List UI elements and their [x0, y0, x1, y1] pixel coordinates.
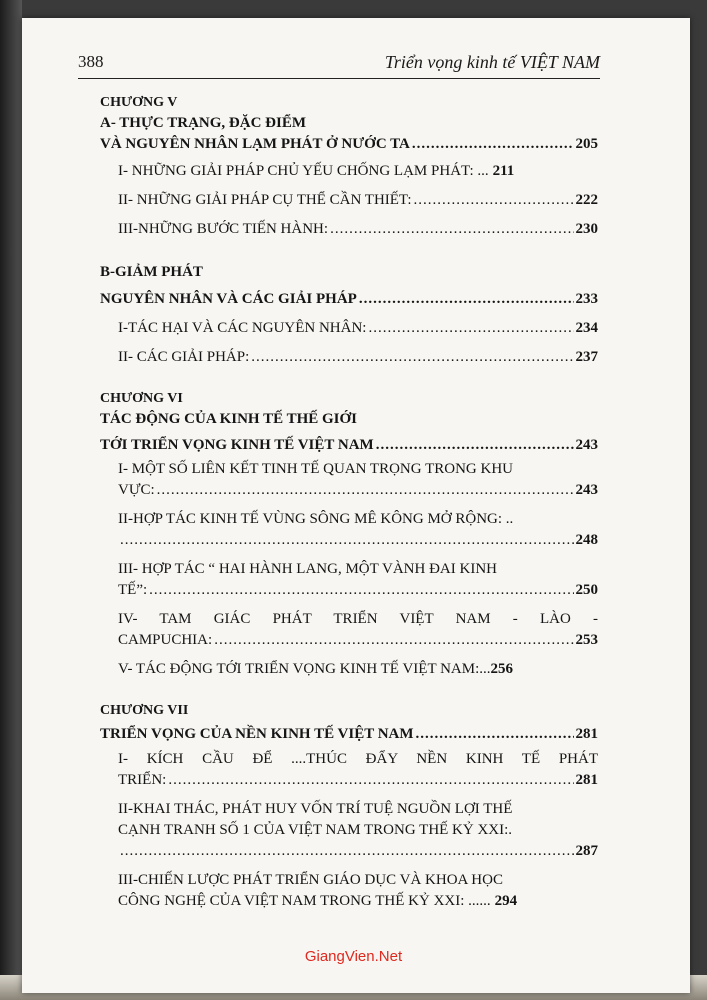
- toc-entry: [118, 659, 598, 680]
- entry-text: II-KHAI THÁC, PHÁT HUY VỐN TRÍ TUỆ NGUỒN LỢI THẾ: [118, 801, 513, 817]
- entry-text: CÔNG NGHỆ CỦA VIỆT NAM TRONG THẾ KỶ XXI: ......: [118, 893, 491, 909]
- dot-leader: [368, 318, 573, 339]
- table-of-contents: [100, 92, 598, 912]
- toc-entry: [118, 841, 598, 862]
- entry-text: II- CÁC GIẢI PHÁP:: [118, 349, 250, 365]
- dot-leader: [251, 347, 573, 368]
- dot-leader: [120, 841, 574, 862]
- dot-leader: [214, 630, 573, 651]
- entry-text: CẠNH TRANH SỐ 1 CỦA VIỆT NAM TRONG THẾ KỶ XXI:.: [118, 822, 513, 838]
- entry-page: 222: [575, 192, 598, 208]
- entry-page: 294: [494, 893, 518, 909]
- entry-text: IV- TAM GIÁC PHÁT TRIỂN VIỆT NAM - LÀO -: [118, 611, 598, 627]
- entry-text: VỰC:: [118, 482, 155, 498]
- running-title: Triển vọng kinh tế VIỆT NAM: [384, 52, 600, 72]
- entry-page: 253: [575, 632, 598, 648]
- entry-page: 243: [575, 437, 598, 453]
- dot-leader: [412, 134, 574, 155]
- entry-text: III-NHỮNG BƯỚC TIẾN HÀNH:: [118, 221, 329, 237]
- entry-text: V- TÁC ĐỘNG TỚI TRIỂN VỌNG KINH TẾ VIỆT NAM:...: [118, 661, 491, 677]
- entry-text: II- NHỮNG GIẢI PHÁP CỤ THỂ CẦN THIẾT:: [118, 192, 412, 208]
- toc-entry: [118, 630, 598, 651]
- entry-text: VÀ NGUYÊN NHÂN LẠM PHÁT Ở NƯỚC TA: [100, 136, 410, 152]
- entry-text: I-TÁC HẠI VÀ CÁC NGUYÊN NHÂN:: [118, 320, 367, 336]
- watermark: GiangVien.Net: [304, 948, 403, 965]
- entry-page: 205: [575, 136, 598, 152]
- entry-page: 248: [575, 532, 598, 548]
- toc-entry: [100, 134, 598, 155]
- toc-entry: [118, 219, 598, 240]
- entry-page: 234: [575, 320, 598, 336]
- book-spine-shadow: [0, 0, 22, 1000]
- dot-leader: [330, 219, 573, 240]
- entry-page: 256: [490, 661, 514, 677]
- entry-text: III-CHIẾN LƯỢC PHÁT TRIỂN GIÁO DỤC VÀ KHOA HỌC: [118, 872, 503, 888]
- entry-page: 243: [575, 482, 598, 498]
- section-title: B-GIẢM PHÁT: [100, 264, 203, 280]
- dot-leader: [120, 530, 574, 551]
- entry-text: I- NHỮNG GIẢI PHÁP CHỦ YẾU CHỐNG LẠM PHÁT: ...: [118, 163, 489, 179]
- entry-text: III- HỢP TÁC “ HAI HÀNH LANG, MỘT VÀNH ĐAI KINH: [118, 561, 497, 577]
- section-title: A- THỰC TRẠNG, ĐẶC ĐIỂM: [100, 115, 306, 131]
- toc-entry: [118, 318, 598, 339]
- entry-text: NGUYÊN NHÂN VÀ CÁC GIẢI PHÁP: [100, 291, 357, 307]
- toc-entry: [118, 891, 598, 912]
- dot-leader: [168, 770, 573, 791]
- toc-entry: [118, 190, 598, 211]
- entry-page: 233: [575, 291, 598, 307]
- entry-text: II-HỢP TÁC KINH TẾ VÙNG SÔNG MÊ KÔNG MỞ RỘNG: ..: [118, 511, 514, 527]
- dot-leader: [359, 289, 574, 310]
- entry-page: 211: [492, 163, 515, 179]
- page-number: 388: [78, 52, 104, 71]
- entry-page: 281: [575, 772, 598, 788]
- toc-entry: [118, 347, 598, 368]
- dot-leader: [149, 580, 573, 601]
- entry-text: I- MỘT SỐ LIÊN KẾT TINH TẾ QUAN TRỌNG TRONG KHU: [118, 461, 513, 477]
- toc-entry: [100, 289, 598, 310]
- chapter-label: CHƯƠNG VII: [100, 703, 189, 718]
- entry-page: 287: [575, 843, 598, 859]
- entry-text: CAMPUCHIA:: [118, 632, 213, 648]
- entry-text: TẾ”:: [118, 582, 148, 598]
- dot-leader: [157, 480, 574, 501]
- dot-leader: [376, 435, 574, 456]
- dot-leader: [414, 190, 574, 211]
- toc-entry: [118, 580, 598, 601]
- page-header: [78, 50, 600, 79]
- dot-leader: [416, 724, 574, 745]
- entry-text: TRIỂN VỌNG CỦA NỀN KINH TẾ VIỆT NAM: [100, 726, 414, 742]
- entry-page: 230: [575, 221, 598, 237]
- toc-entry: [118, 770, 598, 791]
- toc-entry: [118, 480, 598, 501]
- toc-entry: [118, 530, 598, 551]
- toc-entry: [118, 161, 598, 182]
- chapter-label: CHƯƠNG VI: [100, 391, 183, 406]
- section-title: TÁC ĐỘNG CỦA KINH TẾ THẾ GIỚI: [100, 411, 357, 427]
- toc-entry: [100, 435, 598, 456]
- entry-page: 250: [575, 582, 598, 598]
- entry-text: TỚI TRIỂN VỌNG KINH TẾ VIỆT NAM: [100, 437, 374, 453]
- toc-entry: [100, 724, 598, 745]
- entry-page: 281: [575, 726, 598, 742]
- chapter-label: CHƯƠNG V: [100, 95, 178, 110]
- entry-text: I- KÍCH CẦU ĐỂ ....THÚC ĐẨY NỀN KINH TẾ PHÁT: [118, 751, 598, 767]
- entry-page: 237: [575, 349, 598, 365]
- entry-text: TRIỂN:: [118, 772, 167, 788]
